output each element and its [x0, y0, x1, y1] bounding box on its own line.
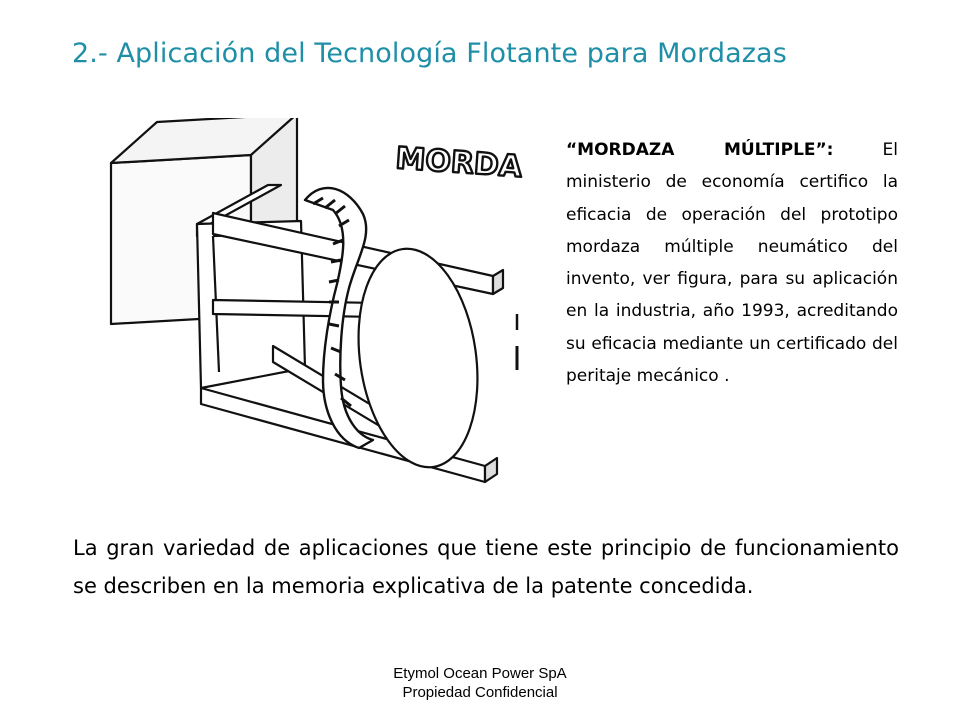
mordaza-drawing [73, 118, 551, 521]
footer-confidential: Propiedad Confidencial [402, 684, 558, 701]
footer [0, 664, 960, 702]
slide-title: 2.- Aplicación del Tecnología Flotante para Mordazas [72, 38, 787, 69]
footer-company: Etymol Ocean Power SpA [393, 665, 567, 682]
mordaza-drawing-label-fragment: MORDA [394, 141, 524, 185]
mordaza-diagram-svg [73, 118, 551, 521]
description-lead: “MORDAZA MÚLTIPLE”: [566, 140, 834, 160]
mordaza-description [566, 134, 898, 392]
description-text: El ministerio de economía certifico la eficacia de operación del prototipo mordaza múltiple neumático del invento, ver figura, para su aplicación en la industria, año 1993, acreditando su eficacia mediante un certificado del peritaje mecánico . [566, 140, 898, 387]
body-paragraph: La gran variedad de aplicaciones que tiene este principio de funcionamiento se describen en la memoria explicativa de la patente concedida. [73, 536, 899, 598]
